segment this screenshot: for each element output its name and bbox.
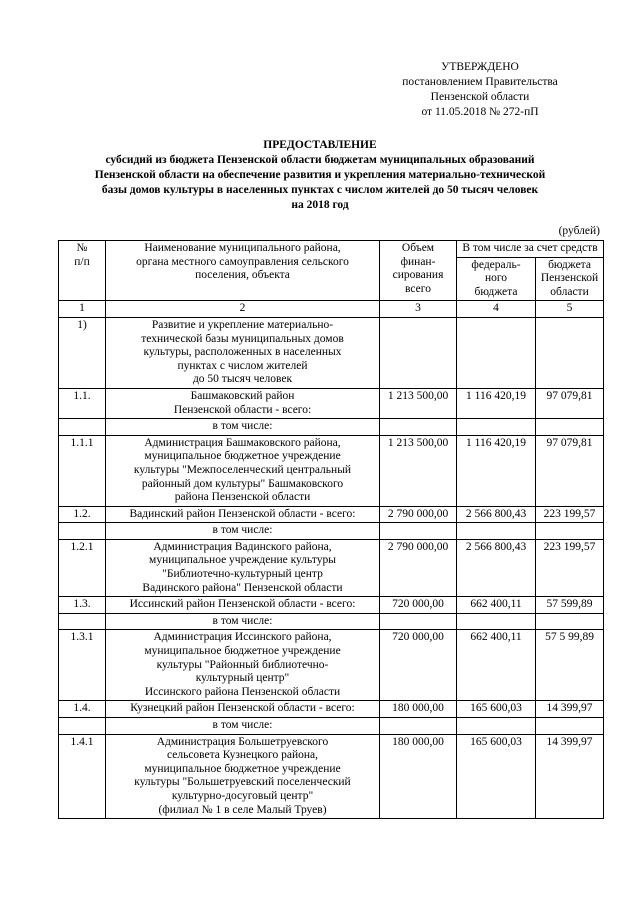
row-total: 720 000,00 (380, 597, 457, 614)
row-regional (536, 317, 604, 388)
row-federal: 662 400,11 (457, 597, 536, 614)
table-row (59, 419, 604, 436)
row-name: Администрация Большетруевского сельсовета Кузнецкого района, муниципальное бюджетное учреждение культуры "Большетруевский поселенческий культурно-досуговый центр" (филиал № 1 в селе Малый Труев) (106, 734, 380, 819)
currency-note: (рублей) (558, 225, 600, 237)
including-label: в том числе: (106, 718, 380, 735)
row-total: 180 000,00 (380, 734, 457, 819)
header-regional: бюджета Пензенской области (536, 257, 604, 301)
row-regional: 57 5 99,89 (536, 630, 604, 701)
title-line: на 2018 год (291, 199, 349, 211)
row-federal: 1 116 420,19 (457, 388, 536, 418)
row-name: Администрация Вадинского района, муниципальное учреждение культуры "Библиотечно-культурный центр Вадинского района" Пензенской области (106, 539, 380, 596)
row-total: 180 000,00 (380, 701, 457, 718)
row-number: 1.4. (59, 701, 106, 718)
row-regional: 223 199,57 (536, 506, 604, 523)
row-total: 2 790 000,00 (380, 539, 457, 596)
row-regional: 14 399,97 (536, 701, 604, 718)
column-number: 3 (380, 301, 457, 318)
table-row (59, 718, 604, 735)
row-federal: 165 600,03 (457, 701, 536, 718)
table-row (59, 388, 604, 418)
table-row (59, 317, 604, 388)
column-number-row (59, 301, 604, 318)
header-volume: Объем финан- сирования всего (380, 241, 457, 301)
table-row (59, 613, 604, 630)
row-name: Администрация Иссинского района, муниципальное бюджетное учреждение культуры "Районный библиотечно- культурный центр" Иссинского района Пензенской области (106, 630, 380, 701)
title-line: субсидий из бюджета Пензенской области бюджетам муниципальных образований (105, 154, 535, 166)
row-number: 1.2.1 (59, 539, 106, 596)
row-regional: 97 079,81 (536, 435, 604, 506)
row-regional: 97 079,81 (536, 388, 604, 418)
row-number: 1.3.1 (59, 630, 106, 701)
row-name: Развитие и укрепление материально- технической базы муниципальных домов культуры, расположенных в населенных пунктах с числом жителей до 50 тысяч человек (106, 317, 380, 388)
approval-line: Пензенской области (430, 91, 530, 103)
header-federal: федераль- ного бюджета (457, 257, 536, 301)
including-label: в том числе: (106, 613, 380, 630)
row-total: 720 000,00 (380, 630, 457, 701)
row-number: 1.3. (59, 597, 106, 614)
row-federal: 1 116 420,19 (457, 435, 536, 506)
row-number: 1) (59, 317, 106, 388)
table-row (59, 630, 604, 701)
including-label: в том числе: (106, 523, 380, 540)
table-row (59, 597, 604, 614)
document-title (70, 138, 570, 213)
table-row (59, 435, 604, 506)
column-number: 4 (457, 301, 536, 318)
approval-line: постановлением Правительства (402, 76, 558, 88)
row-regional: 223 199,57 (536, 539, 604, 596)
row-number: 1.1. (59, 388, 106, 418)
row-federal: 165 600,03 (457, 734, 536, 819)
row-name: Иссинский район Пензенской области - всего: (106, 597, 380, 614)
title-line: базы домов культуры в населенных пунктах с числом жителей до 50 тысяч человек (101, 184, 539, 196)
column-number: 5 (536, 301, 604, 318)
header-row (59, 241, 604, 258)
column-number: 2 (106, 301, 380, 318)
row-regional: 14 399,97 (536, 734, 604, 819)
table-row (59, 701, 604, 718)
row-name: Кузнецкий район Пензенской области - всего: (106, 701, 380, 718)
row-number: 1.2. (59, 506, 106, 523)
title-line: ПРЕДОСТАВЛЕНИЕ (263, 139, 377, 151)
row-regional: 57 599,89 (536, 597, 604, 614)
table-row (59, 539, 604, 596)
approval-date: от 11.05.2018 № 272-пП (421, 106, 539, 118)
header-name: Наименование муниципального района, органа местного самоуправления сельского поселения, объекта (106, 241, 380, 301)
row-name: Администрация Башмаковского района, муниципальное бюджетное учреждение культуры "Межпоселенческий центральный районный дом культуры" Башмаковского района Пензенской области (106, 435, 380, 506)
row-federal: 2 566 800,43 (457, 539, 536, 596)
table-row (59, 506, 604, 523)
including-label: в том числе: (106, 419, 380, 436)
header-no: № п/п (59, 241, 106, 301)
approval-title: УТВЕРЖДЕНО (441, 61, 519, 73)
header-including: В том числе за счет средств (457, 241, 604, 258)
row-total (380, 317, 457, 388)
title-line: Пензенской области на обеспечение развития и укрепления материально-технической (94, 169, 546, 181)
row-number: 1.1.1 (59, 435, 106, 506)
table-row (59, 734, 604, 819)
row-total: 1 213 500,00 (380, 388, 457, 418)
row-number: 1.4.1 (59, 734, 106, 819)
table-row (59, 523, 604, 540)
row-federal: 2 566 800,43 (457, 506, 536, 523)
row-name: Вадинский район Пензенской области - всего: (106, 506, 380, 523)
approval-stamp (380, 60, 580, 120)
row-total: 1 213 500,00 (380, 435, 457, 506)
row-federal: 662 400,11 (457, 630, 536, 701)
column-number: 1 (59, 301, 106, 318)
row-name: Башмаковский район Пензенской области - всего: (106, 388, 380, 418)
subsidy-table (58, 240, 604, 819)
row-total: 2 790 000,00 (380, 506, 457, 523)
row-federal (457, 317, 536, 388)
